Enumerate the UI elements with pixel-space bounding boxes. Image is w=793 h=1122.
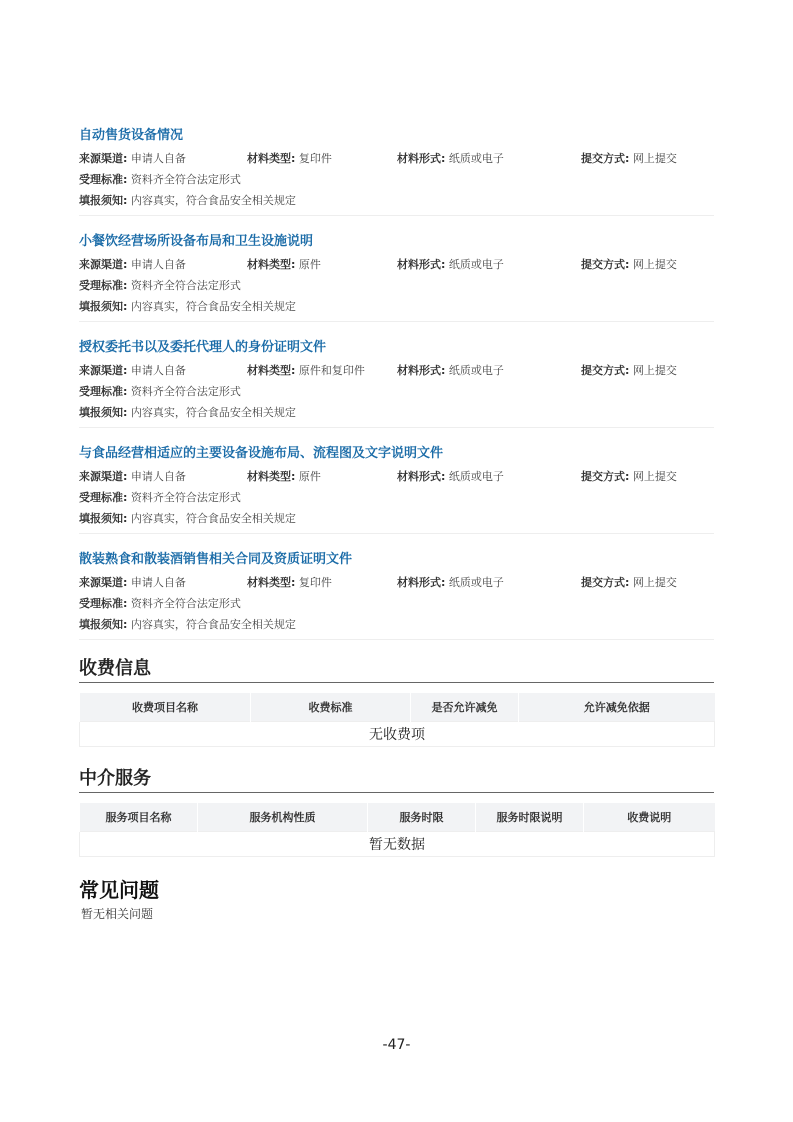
notice-value: 内容真实，符合食品安全相关规定 bbox=[130, 300, 296, 313]
type-label: 材料类型: bbox=[247, 576, 296, 589]
standard-label: 受理标准: bbox=[79, 173, 128, 186]
source-label: 来源渠道: bbox=[79, 364, 128, 377]
material-meta-row bbox=[79, 360, 714, 381]
fee-empty-text: 无收费项 bbox=[80, 722, 715, 747]
type-value: 原件 bbox=[298, 258, 321, 271]
form-value: 纸质或电子 bbox=[448, 364, 504, 377]
type-label: 材料类型: bbox=[247, 152, 296, 165]
faq-section bbox=[79, 874, 714, 922]
agency-col-nature: 服务机构性质 bbox=[198, 803, 368, 832]
source-value: 申请人自备 bbox=[130, 470, 186, 483]
fee-table-row bbox=[80, 722, 715, 747]
material-title[interactable]: 散装熟食和散装酒销售相关合同及资质证明文件 bbox=[79, 552, 353, 567]
form-label: 材料形式: bbox=[397, 470, 446, 483]
agency-heading: 中介服务 bbox=[79, 764, 714, 793]
type-label: 材料类型: bbox=[247, 470, 296, 483]
standard-label: 受理标准: bbox=[79, 597, 128, 610]
submit-value: 网上提交 bbox=[632, 152, 677, 165]
notice-value: 内容真实，符合食品安全相关规定 bbox=[130, 194, 296, 207]
page-number: -47- bbox=[382, 1037, 411, 1053]
submit-label: 提交方式: bbox=[581, 364, 630, 377]
material-notice-row bbox=[79, 402, 714, 423]
source-value: 申请人自备 bbox=[130, 152, 186, 165]
submit-label: 提交方式: bbox=[581, 470, 630, 483]
material-item bbox=[79, 548, 714, 640]
fee-section bbox=[79, 654, 714, 747]
form-value: 纸质或电子 bbox=[448, 152, 504, 165]
material-notice-row bbox=[79, 508, 714, 529]
notice-label: 填报须知: bbox=[79, 512, 128, 525]
submit-value: 网上提交 bbox=[632, 258, 677, 271]
type-value: 复印件 bbox=[298, 152, 332, 165]
type-label: 材料类型: bbox=[247, 258, 296, 271]
standard-label: 受理标准: bbox=[79, 385, 128, 398]
fee-col-basis: 允许减免依据 bbox=[519, 693, 715, 722]
submit-value: 网上提交 bbox=[632, 364, 677, 377]
fee-col-exempt: 是否允许减免 bbox=[411, 693, 519, 722]
material-item bbox=[79, 442, 714, 534]
standard-value: 资料齐全符合法定形式 bbox=[130, 385, 241, 398]
standard-value: 资料齐全符合法定形式 bbox=[130, 597, 241, 610]
submit-label: 提交方式: bbox=[581, 576, 630, 589]
standard-value: 资料齐全符合法定形式 bbox=[130, 491, 241, 504]
form-value: 纸质或电子 bbox=[448, 258, 504, 271]
notice-label: 填报须知: bbox=[79, 300, 128, 313]
fee-table bbox=[79, 693, 715, 747]
source-label: 来源渠道: bbox=[79, 152, 128, 165]
material-standard-row bbox=[79, 487, 714, 508]
standard-value: 资料齐全符合法定形式 bbox=[130, 173, 241, 186]
notice-value: 内容真实，符合食品安全相关规定 bbox=[130, 618, 296, 631]
agency-col-time-note: 服务时限说明 bbox=[476, 803, 584, 832]
submit-label: 提交方式: bbox=[581, 152, 630, 165]
fee-table-header bbox=[80, 693, 715, 722]
source-label: 来源渠道: bbox=[79, 576, 128, 589]
agency-section bbox=[79, 764, 714, 857]
type-value: 原件和复印件 bbox=[298, 364, 365, 377]
source-label: 来源渠道: bbox=[79, 258, 128, 271]
material-meta-row bbox=[79, 254, 714, 275]
standard-value: 资料齐全符合法定形式 bbox=[130, 279, 241, 292]
material-notice-row bbox=[79, 296, 714, 317]
agency-col-time: 服务时限 bbox=[368, 803, 476, 832]
form-label: 材料形式: bbox=[397, 258, 446, 271]
faq-heading: 常见问题 bbox=[79, 878, 159, 902]
material-meta-row bbox=[79, 466, 714, 487]
notice-value: 内容真实，符合食品安全相关规定 bbox=[130, 406, 296, 419]
fee-col-standard: 收费标准 bbox=[251, 693, 411, 722]
agency-col-name: 服务项目名称 bbox=[80, 803, 198, 832]
submit-value: 网上提交 bbox=[632, 576, 677, 589]
source-value: 申请人自备 bbox=[130, 576, 186, 589]
agency-table-row bbox=[80, 832, 715, 857]
type-value: 复印件 bbox=[298, 576, 332, 589]
material-title[interactable]: 自动售货设备情况 bbox=[79, 128, 184, 143]
standard-label: 受理标准: bbox=[79, 491, 128, 504]
submit-label: 提交方式: bbox=[581, 258, 630, 271]
faq-empty-text: 暂无相关问题 bbox=[81, 907, 154, 921]
document-content bbox=[79, 124, 714, 922]
form-value: 纸质或电子 bbox=[448, 576, 504, 589]
fee-heading: 收费信息 bbox=[79, 654, 714, 683]
fee-col-name: 收费项目名称 bbox=[80, 693, 251, 722]
agency-table-header bbox=[80, 803, 715, 832]
notice-value: 内容真实，符合食品安全相关规定 bbox=[130, 512, 296, 525]
source-value: 申请人自备 bbox=[130, 258, 186, 271]
agency-table bbox=[79, 803, 715, 857]
form-label: 材料形式: bbox=[397, 152, 446, 165]
material-notice-row bbox=[79, 190, 714, 211]
form-value: 纸质或电子 bbox=[448, 470, 504, 483]
agency-col-fee-note: 收费说明 bbox=[584, 803, 715, 832]
source-label: 来源渠道: bbox=[79, 470, 128, 483]
material-standard-row bbox=[79, 169, 714, 190]
material-item bbox=[79, 230, 714, 322]
form-label: 材料形式: bbox=[397, 364, 446, 377]
submit-value: 网上提交 bbox=[632, 470, 677, 483]
material-item bbox=[79, 124, 714, 216]
form-label: 材料形式: bbox=[397, 576, 446, 589]
notice-label: 填报须知: bbox=[79, 618, 128, 631]
material-meta-row bbox=[79, 572, 714, 593]
material-standard-row bbox=[79, 593, 714, 614]
material-standard-row bbox=[79, 381, 714, 402]
materials-list bbox=[79, 124, 714, 640]
type-value: 原件 bbox=[298, 470, 321, 483]
material-title[interactable]: 小餐饮经营场所设备布局和卫生设施说明 bbox=[79, 234, 314, 249]
notice-label: 填报须知: bbox=[79, 194, 128, 207]
material-item bbox=[79, 336, 714, 428]
source-value: 申请人自备 bbox=[130, 364, 186, 377]
material-meta-row bbox=[79, 148, 714, 169]
material-notice-row bbox=[79, 614, 714, 635]
material-title[interactable]: 授权委托书以及委托代理人的身份证明文件 bbox=[79, 340, 327, 355]
material-standard-row bbox=[79, 275, 714, 296]
notice-label: 填报须知: bbox=[79, 406, 128, 419]
agency-empty-text: 暂无数据 bbox=[80, 832, 715, 857]
standard-label: 受理标准: bbox=[79, 279, 128, 292]
material-title[interactable]: 与食品经营相适应的主要设备设施布局、流程图及文字说明文件 bbox=[79, 446, 444, 461]
type-label: 材料类型: bbox=[247, 364, 296, 377]
